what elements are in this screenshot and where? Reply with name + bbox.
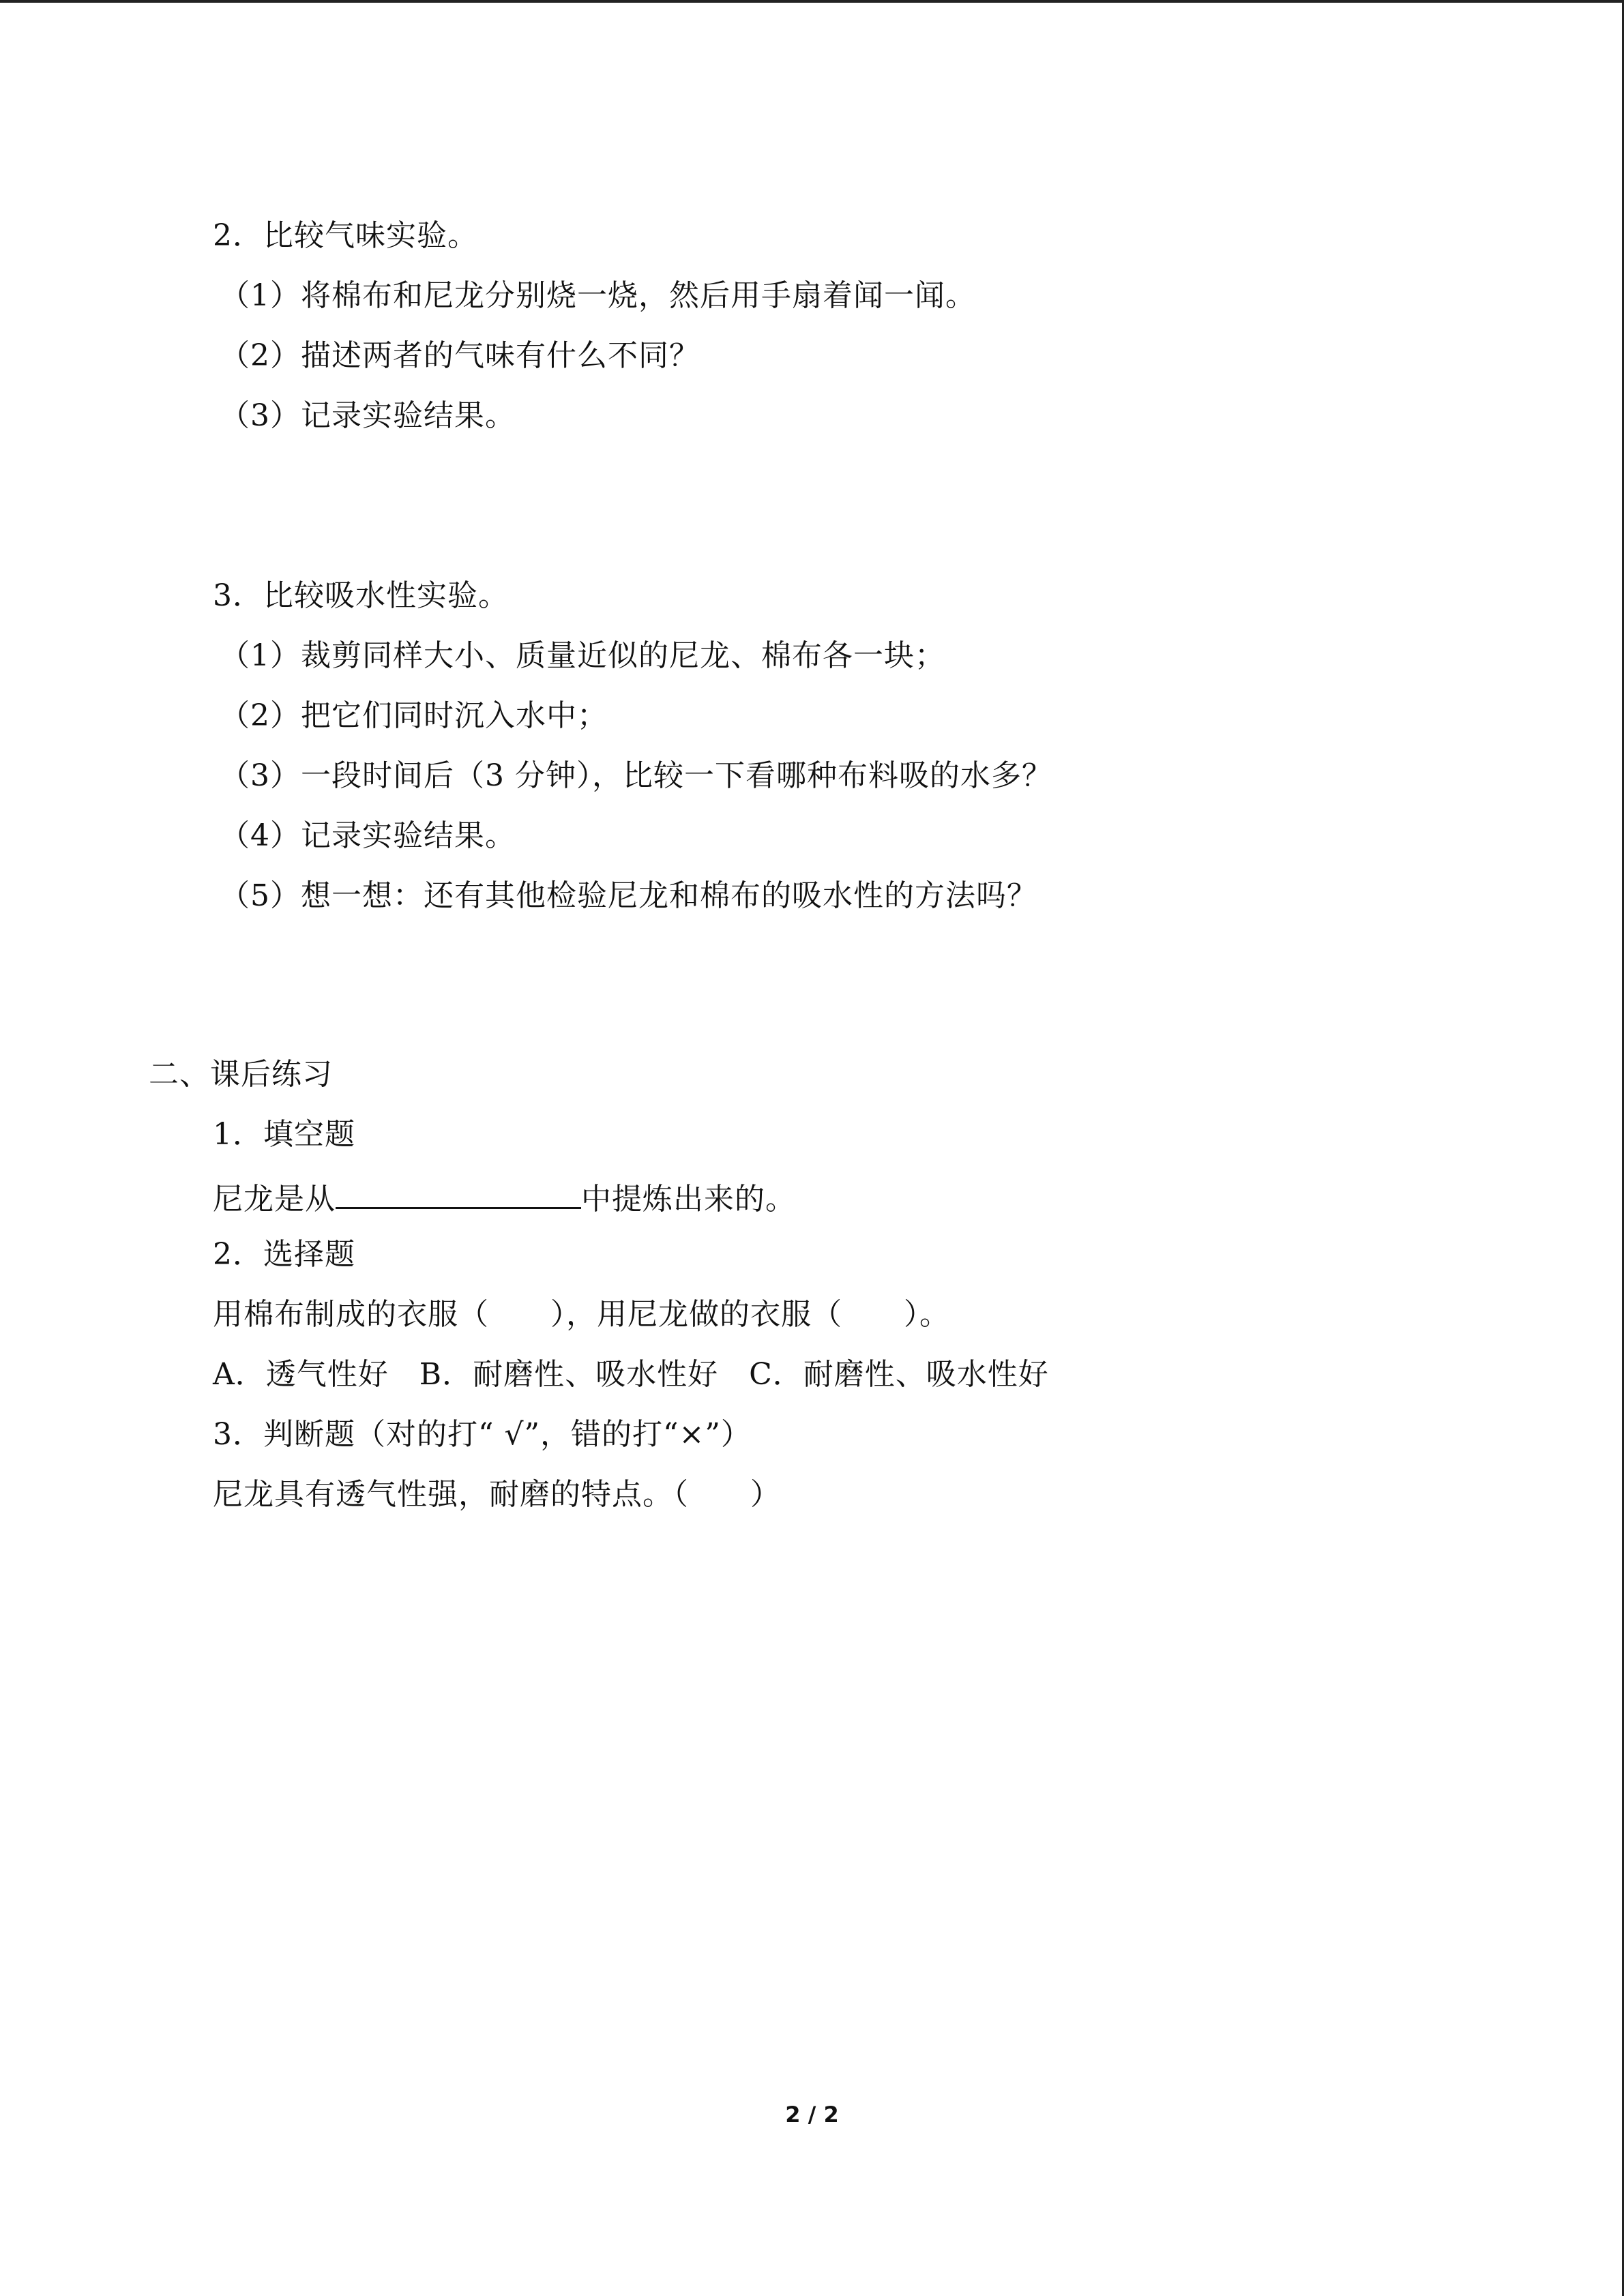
fill-blank-question	[213, 1174, 796, 1220]
experiment-2-step-1: （1）将棉布和尼龙分别烧一烧，然后用手扇着闻一闻。	[220, 278, 976, 313]
fill-blank-after: 中提炼出来的。	[581, 1182, 796, 1217]
experiment-3-step-1: （1）裁剪同样大小、质量近似的尼龙、棉布各一块；	[220, 638, 945, 673]
judge-statement: 尼龙具有透气性强，耐磨的特点。（ ）	[213, 1477, 781, 1512]
judge-heading: 3．判断题（对的打“ √”，错的打“×”）	[213, 1417, 752, 1452]
choice-heading: 2．选择题	[213, 1237, 355, 1272]
page-number: 2 / 2	[785, 2102, 839, 2128]
experiment-3-step-5: （5）想一想：还有其他检验尼龙和棉布的吸水性的方法吗？	[220, 878, 1037, 913]
experiment-2-heading: 2．比较气味实验。	[213, 218, 478, 253]
experiment-3-step-3: （3）一段时间后（3 分钟），比较一下看哪种布料吸的水多？	[220, 758, 1052, 793]
experiment-3-heading: 3．比较吸水性实验。	[213, 578, 509, 613]
fill-blank-before: 尼龙是从	[213, 1182, 336, 1217]
choice-options: A．透气性好 B．耐磨性、吸水性好 C．耐磨性、吸水性好	[213, 1357, 1049, 1392]
experiment-3-step-2: （2）把它们同时沉入水中；	[220, 698, 608, 733]
fill-blank-heading: 1．填空题	[213, 1117, 355, 1152]
experiment-2-step-3: （3）记录实验结果。	[220, 398, 516, 433]
experiment-3-step-4: （4）记录实验结果。	[220, 818, 516, 853]
exercises-section-title: 二、课后练习	[149, 1057, 333, 1092]
choice-question: 用棉布制成的衣服（ ），用尼龙做的衣服（ ）。	[213, 1297, 950, 1332]
fill-blank-answer-line[interactable]	[336, 1174, 581, 1209]
experiment-2-step-2: （2）描述两者的气味有什么不同？	[220, 338, 700, 373]
page-top-border	[0, 0, 1624, 3]
